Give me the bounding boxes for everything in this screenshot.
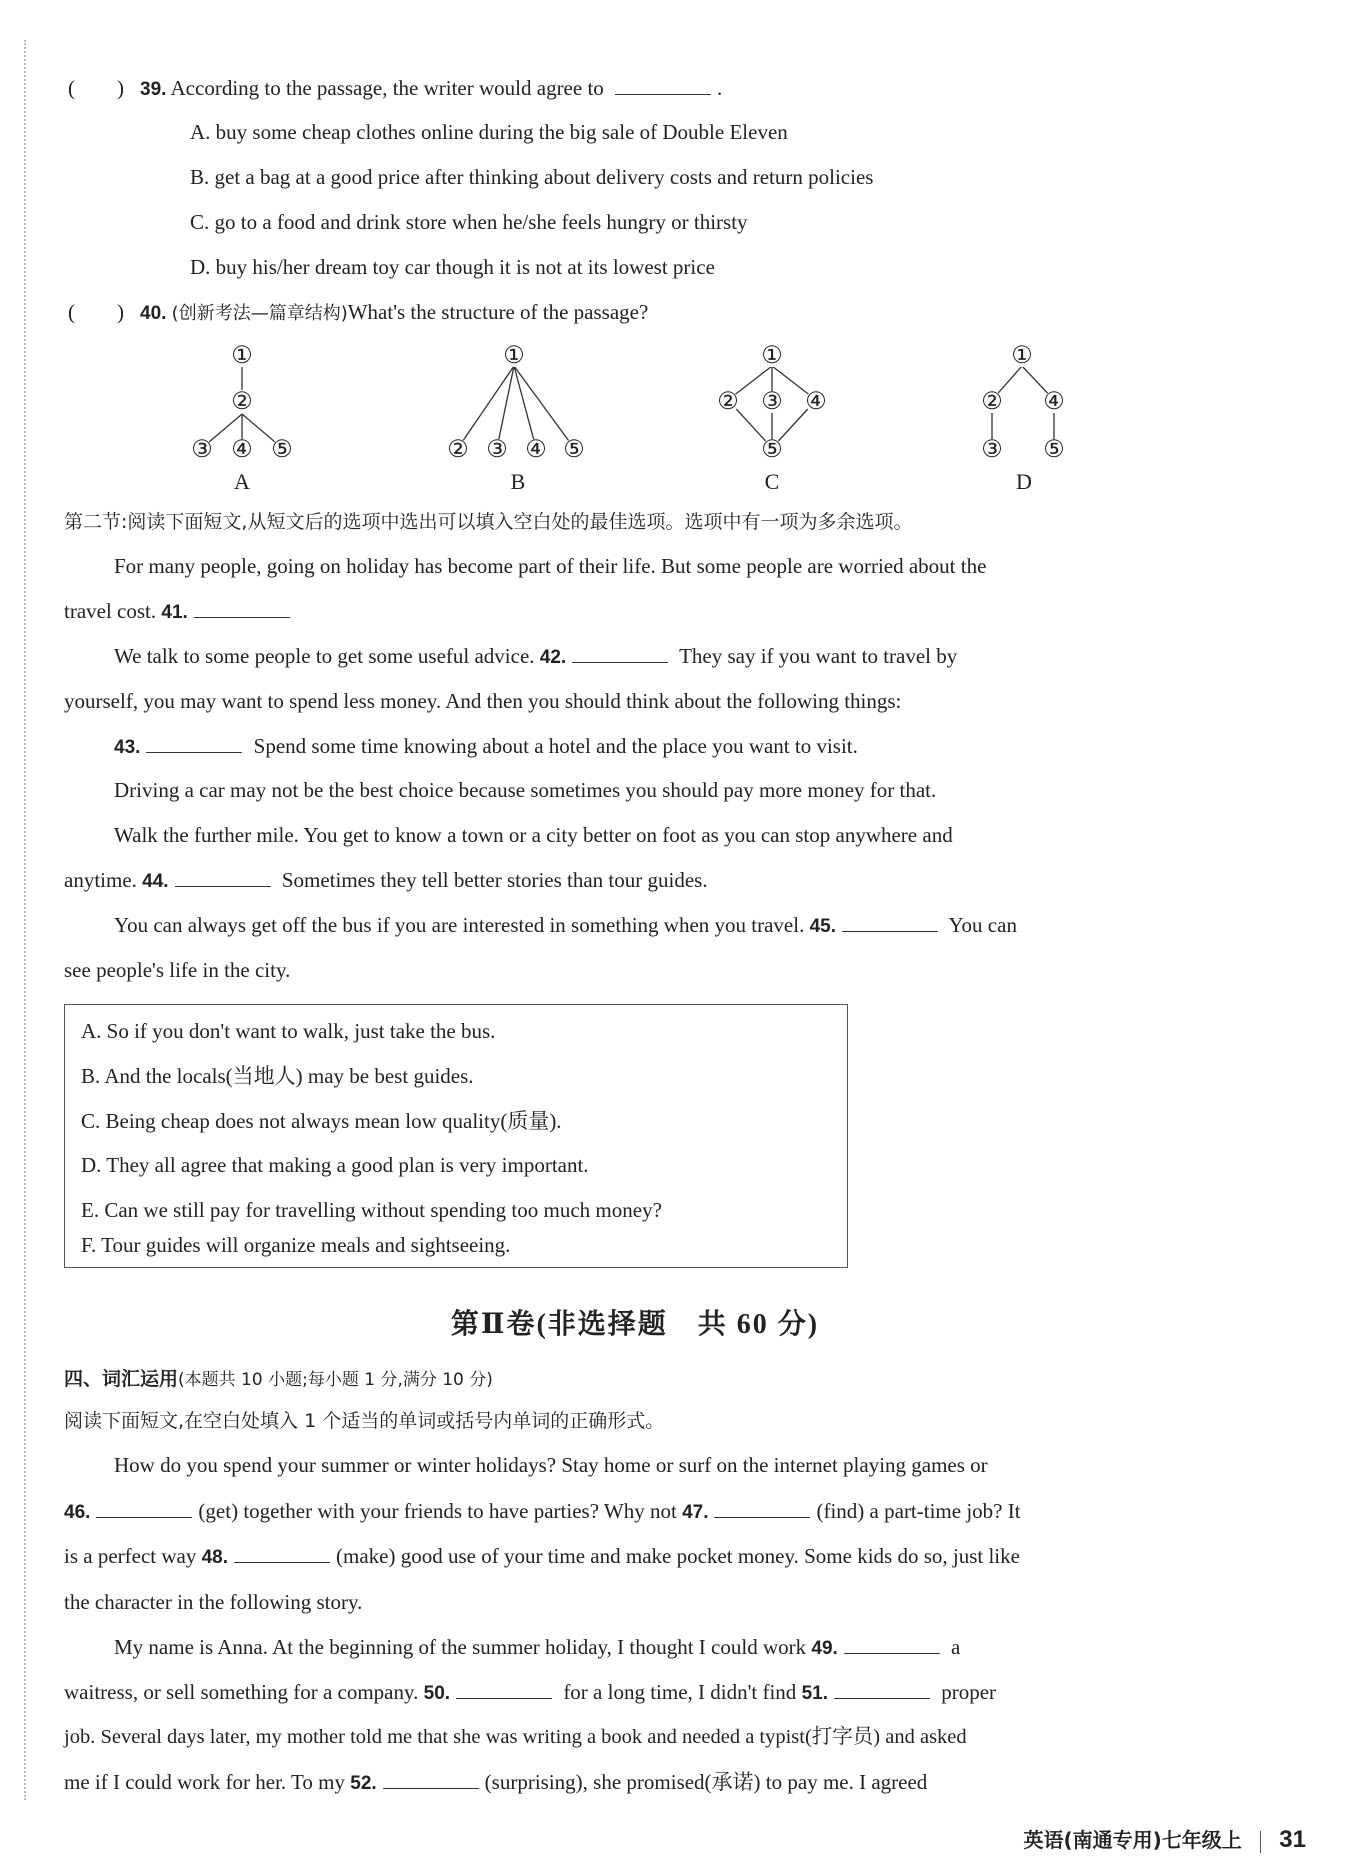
structure-diagrams <box>0 340 1350 500</box>
node-c-5: ⑤ <box>761 437 783 463</box>
blank-number-49: 49. <box>811 1638 838 1659</box>
part-2-title: 第Ⅱ卷(非选择题 共 60 分) <box>450 1309 820 1340</box>
paragraph-line: You can always get off the bus if you are interested in something when you travel. 45. You can <box>114 913 1017 937</box>
paragraph-line: Driving a car may not be the best choice because sometimes you should pay more money for that. <box>114 778 937 802</box>
paragraph-line: anytime. 44. Sometimes they tell better stories than tour guides. <box>64 868 708 892</box>
node-b-2: ② <box>447 437 469 463</box>
options-box <box>64 1004 848 1268</box>
question-stem: According to the passage, the writer would agree to <box>170 76 604 100</box>
node-a-3: ③ <box>191 437 213 463</box>
paragraph-line: is a perfect way 48. (make) good use of your time and make pocket money. Some kids do so, just like <box>64 1544 1020 1568</box>
node-d-2: ② <box>981 389 1003 415</box>
option-c: C. go to a food and drink store when he/she feels hungry or thirsty <box>190 210 748 234</box>
blank-number-41: 41. <box>161 602 188 623</box>
node-a-4: ④ <box>231 437 253 463</box>
blank-number-52: 52. <box>350 1773 377 1794</box>
node-d-1: ① <box>1011 343 1033 369</box>
answer-blank-48 <box>234 1542 330 1563</box>
diagram-label-c: C <box>764 469 780 494</box>
box-option-c: C. Being cheap does not always mean low quality(质量). <box>81 1109 562 1133</box>
answer-blank-49 <box>844 1633 940 1654</box>
box-option-e: E. Can we still pay for travelling without spending too much money? <box>81 1198 662 1222</box>
diagram-label-b: B <box>510 469 526 494</box>
footer-divider <box>1260 1831 1262 1853</box>
blank-number-47: 47. <box>682 1502 709 1523</box>
node-a-2: ② <box>231 389 253 415</box>
question-stem: What's the structure of the passage? <box>347 300 649 324</box>
answer-paren: ( ) <box>68 300 124 324</box>
node-c-1: ① <box>761 343 783 369</box>
section-heading: 第二节:阅读下面短文,从短文后的选项中选出可以填入空白处的最佳选项。选项中有一项为多余选项。 <box>64 511 913 533</box>
answer-blank-47 <box>714 1497 810 1518</box>
node-c-2: ② <box>717 389 739 415</box>
node-b-1: ① <box>503 343 525 369</box>
node-d-4: ④ <box>1043 389 1065 415</box>
answer-blank-52 <box>383 1768 479 1789</box>
paragraph-line: Walk the further mile. You get to know a town or a city better on foot as you can stop anywhere and <box>114 823 953 847</box>
answer-paren: ( ) <box>68 76 124 100</box>
section-4-instruction: 阅读下面短文,在空白处填入 1 个适当的单词或括号内单词的正确形式。 <box>64 1410 665 1432</box>
page-footer <box>1024 1824 1306 1854</box>
paragraph-line: 46. (get) together with your friends to have parties? Why not 47. (find) a part-time job? It <box>64 1499 1021 1523</box>
node-c-4: ④ <box>805 389 827 415</box>
box-option-d: D. They all agree that making a good plan is very important. <box>81 1153 589 1177</box>
margin-dotted-line <box>24 40 26 1800</box>
diagram-label-d: D <box>1016 469 1032 494</box>
diagram-label-a: A <box>234 469 250 494</box>
paragraph-line: For many people, going on holiday has become part of their life. But some people are worried about the <box>114 554 987 578</box>
blank-number-48: 48. <box>201 1547 229 1568</box>
answer-blank-44 <box>175 866 271 887</box>
paragraph-line: waitress, or sell something for a company. 50. for a long time, I didn't find 51. proper <box>64 1680 997 1704</box>
box-option-b: B. And the locals(当地人) may be best guides. <box>81 1064 474 1088</box>
question-number: 39. <box>140 79 167 100</box>
question-tag: (创新考法—篇章结构) <box>171 303 348 324</box>
section-4-heading: 四、词汇运用(本题共 10 小题;每小题 1 分,满分 10 分) <box>64 1368 493 1390</box>
node-b-5: ⑤ <box>563 437 585 463</box>
blank-number-51: 51. <box>801 1683 828 1704</box>
paragraph-line: yourself, you may want to spend less money. And then you should think about the following things: <box>64 689 902 713</box>
answer-blank-46 <box>96 1497 192 1518</box>
option-d: D. buy his/her dream toy car though it is not at its lowest price <box>190 255 715 279</box>
answer-blank-41 <box>194 597 290 618</box>
node-a-5: ⑤ <box>271 437 293 463</box>
blank-number-45: 45. <box>809 916 836 937</box>
book-title: 英语(南通专用)七年级上 <box>1023 1828 1242 1852</box>
node-b-3: ③ <box>486 437 508 463</box>
blank-number-46: 46. <box>64 1502 91 1523</box>
option-b: B. get a bag at a good price after thinking about delivery costs and return policies <box>190 165 874 189</box>
paragraph-line: My name is Anna. At the beginning of the summer holiday, I thought I could work 49. a <box>114 1635 961 1659</box>
option-a: A. buy some cheap clothes online during the big sale of Double Eleven <box>190 120 788 144</box>
blank-number-44: 44. <box>142 871 169 892</box>
answer-blank-42 <box>572 642 668 663</box>
paragraph-line: We talk to some people to get some useful advice. 42. They say if you want to travel by <box>114 644 958 668</box>
blank-number-43: 43. <box>114 737 141 758</box>
paragraph-line: job. Several days later, my mother told me that she was writing a book and needed a typist(打字员) and asked <box>64 1726 967 1748</box>
blank-number-50: 50. <box>423 1683 451 1704</box>
node-a-1: ① <box>231 343 253 369</box>
node-c-3: ③ <box>761 389 783 415</box>
node-d-5: ⑤ <box>1043 437 1065 463</box>
page-number: 31 <box>1279 1826 1306 1853</box>
box-option-f: F. Tour guides will organize meals and sightseeing. <box>81 1233 511 1257</box>
paragraph-line: me if I could work for her. To my 52. (surprising), she promised(承诺) to pay me. I agreed <box>64 1770 928 1794</box>
answer-blank <box>615 74 711 95</box>
box-option-a: A. So if you don't want to walk, just take the bus. <box>81 1019 496 1043</box>
paragraph-line: travel cost. 41. <box>64 597 296 627</box>
answer-blank-51 <box>834 1678 930 1699</box>
paragraph-line: 43. Spend some time knowing about a hotel and the place you want to visit. <box>114 734 858 758</box>
blank-number-42: 42. <box>539 647 567 668</box>
node-b-4: ④ <box>525 437 547 463</box>
paragraph-line: see people's life in the city. <box>64 958 291 982</box>
answer-blank-45 <box>842 911 938 932</box>
paragraph-line: How do you spend your summer or winter holidays? Stay home or surf on the internet playing games or <box>114 1453 988 1477</box>
question-number: 40. <box>140 303 167 324</box>
answer-blank-43 <box>146 732 242 753</box>
paragraph-line: the character in the following story. <box>64 1590 363 1614</box>
node-d-3: ③ <box>981 437 1003 463</box>
answer-blank-50 <box>456 1678 552 1699</box>
